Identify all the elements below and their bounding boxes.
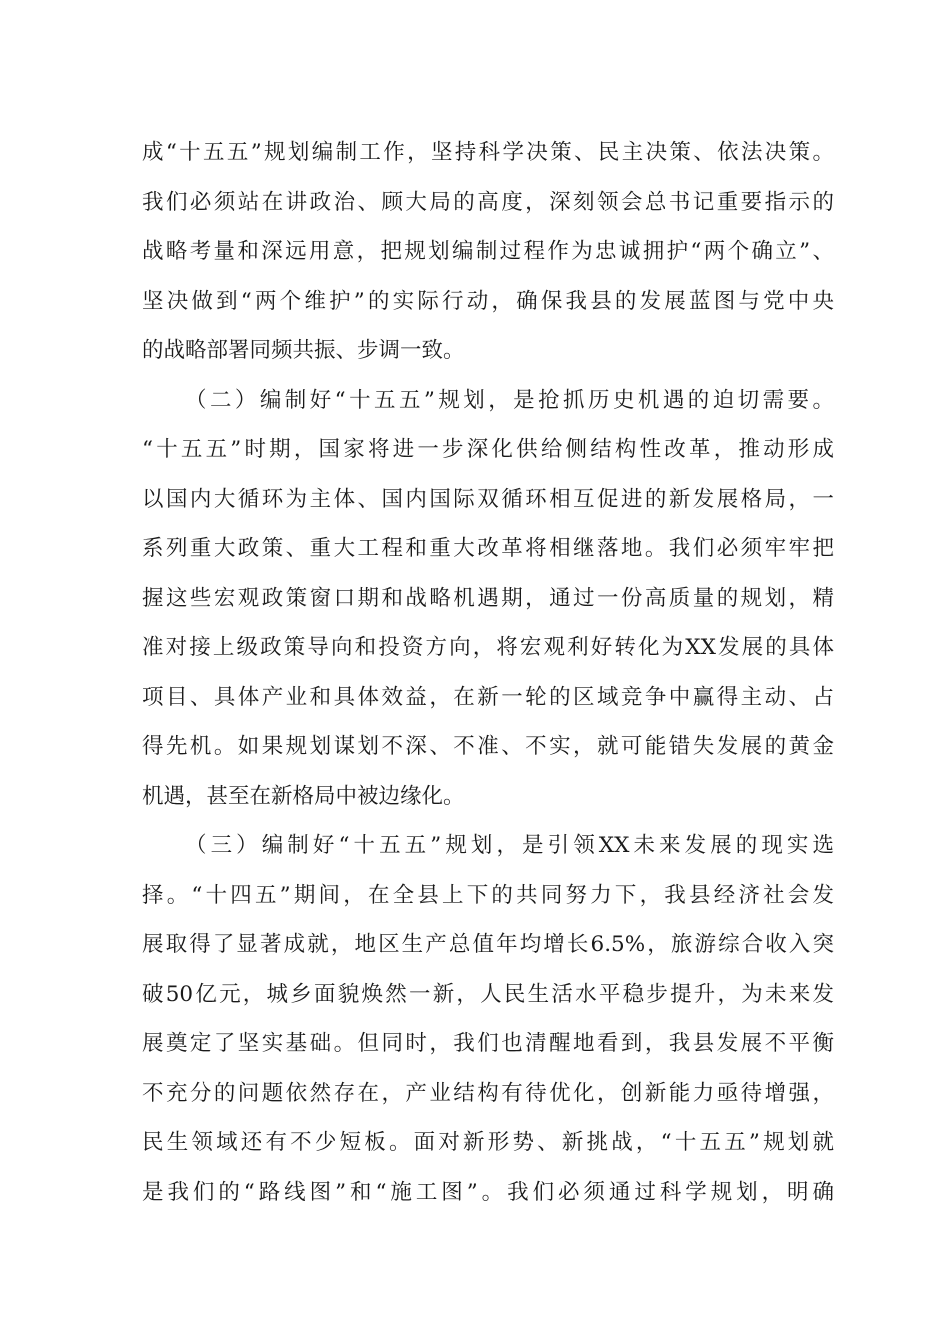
text-line: 民生领域还有不少短板。面对新形势、新挑战，“十五五”规划就 — [142, 1130, 834, 1155]
text-line: 的战略部署同频共振、步调一致。 — [142, 338, 465, 363]
text-line: 坚决做到“两个维护”的实际行动，确保我县的发展蓝图与党中央 — [142, 288, 834, 314]
body-text — [142, 128, 834, 1217]
text-line: 不充分的问题依然存在，产业结构有待优化，创新能力亟待增强， — [142, 1080, 834, 1106]
text-line: 机遇，甚至在新格局中被边缘化。 — [142, 783, 465, 809]
text-line: 系列重大政策、重大工程和重大改革将相继落地。我们必须牢牢把 — [142, 536, 834, 561]
text-line: 得先机。如果规划谋划不深、不准、不实，就可能错失发展的黄金 — [142, 734, 834, 759]
text-line: “十五五”时期，国家将进一步深化供给侧结构性改革，推动形成 — [142, 437, 834, 462]
paragraph-heading-3: （三）编制好“十五五”规划，是引领XX未来发展的现实选 — [185, 833, 834, 858]
text-line: 展奠定了坚实基础。但同时，我们也清醒地看到，我县发展不平衡 — [142, 1031, 834, 1056]
text-line: 项目、具体产业和具体效益，在新一轮的区域竞争中赢得主动、占 — [142, 684, 834, 710]
text-line: 破50亿元，城乡面貌焕然一新，人民生活水平稳步提升，为未来发 — [142, 981, 834, 1007]
text-line: 成“十五五”规划编制工作，坚持科学决策、民主决策、依法决策。 — [142, 140, 834, 165]
text-line: 准对接上级政策导向和投资方向，将宏观利好转化为XX发展的具体 — [142, 635, 834, 660]
text-line: 择。“十四五”期间，在全县上下的共同努力下，我县经济社会发 — [142, 882, 834, 908]
text-line: 是我们的“路线图”和“施工图”。我们必须通过科学规划，明确 — [142, 1179, 834, 1205]
text-line: 战略考量和深远用意，把规划编制过程作为忠诚拥护“两个确立”、 — [142, 239, 834, 264]
text-line: 握这些宏观政策窗口期和战略机遇期，通过一份高质量的规划，精 — [142, 585, 834, 611]
paragraph-heading-2: （二）编制好“十五五”规划，是抢抓历史机遇的迫切需要。 — [185, 387, 834, 413]
text-line: 以国内大循环为主体、国内国际双循环相互促进的新发展格局，一 — [142, 486, 834, 512]
text-line: 展取得了显著成就，地区生产总值年均增长6.5%，旅游综合收入突 — [142, 932, 834, 957]
text-line: 我们必须站在讲政治、顾大局的高度，深刻领会总书记重要指示的 — [142, 189, 834, 215]
